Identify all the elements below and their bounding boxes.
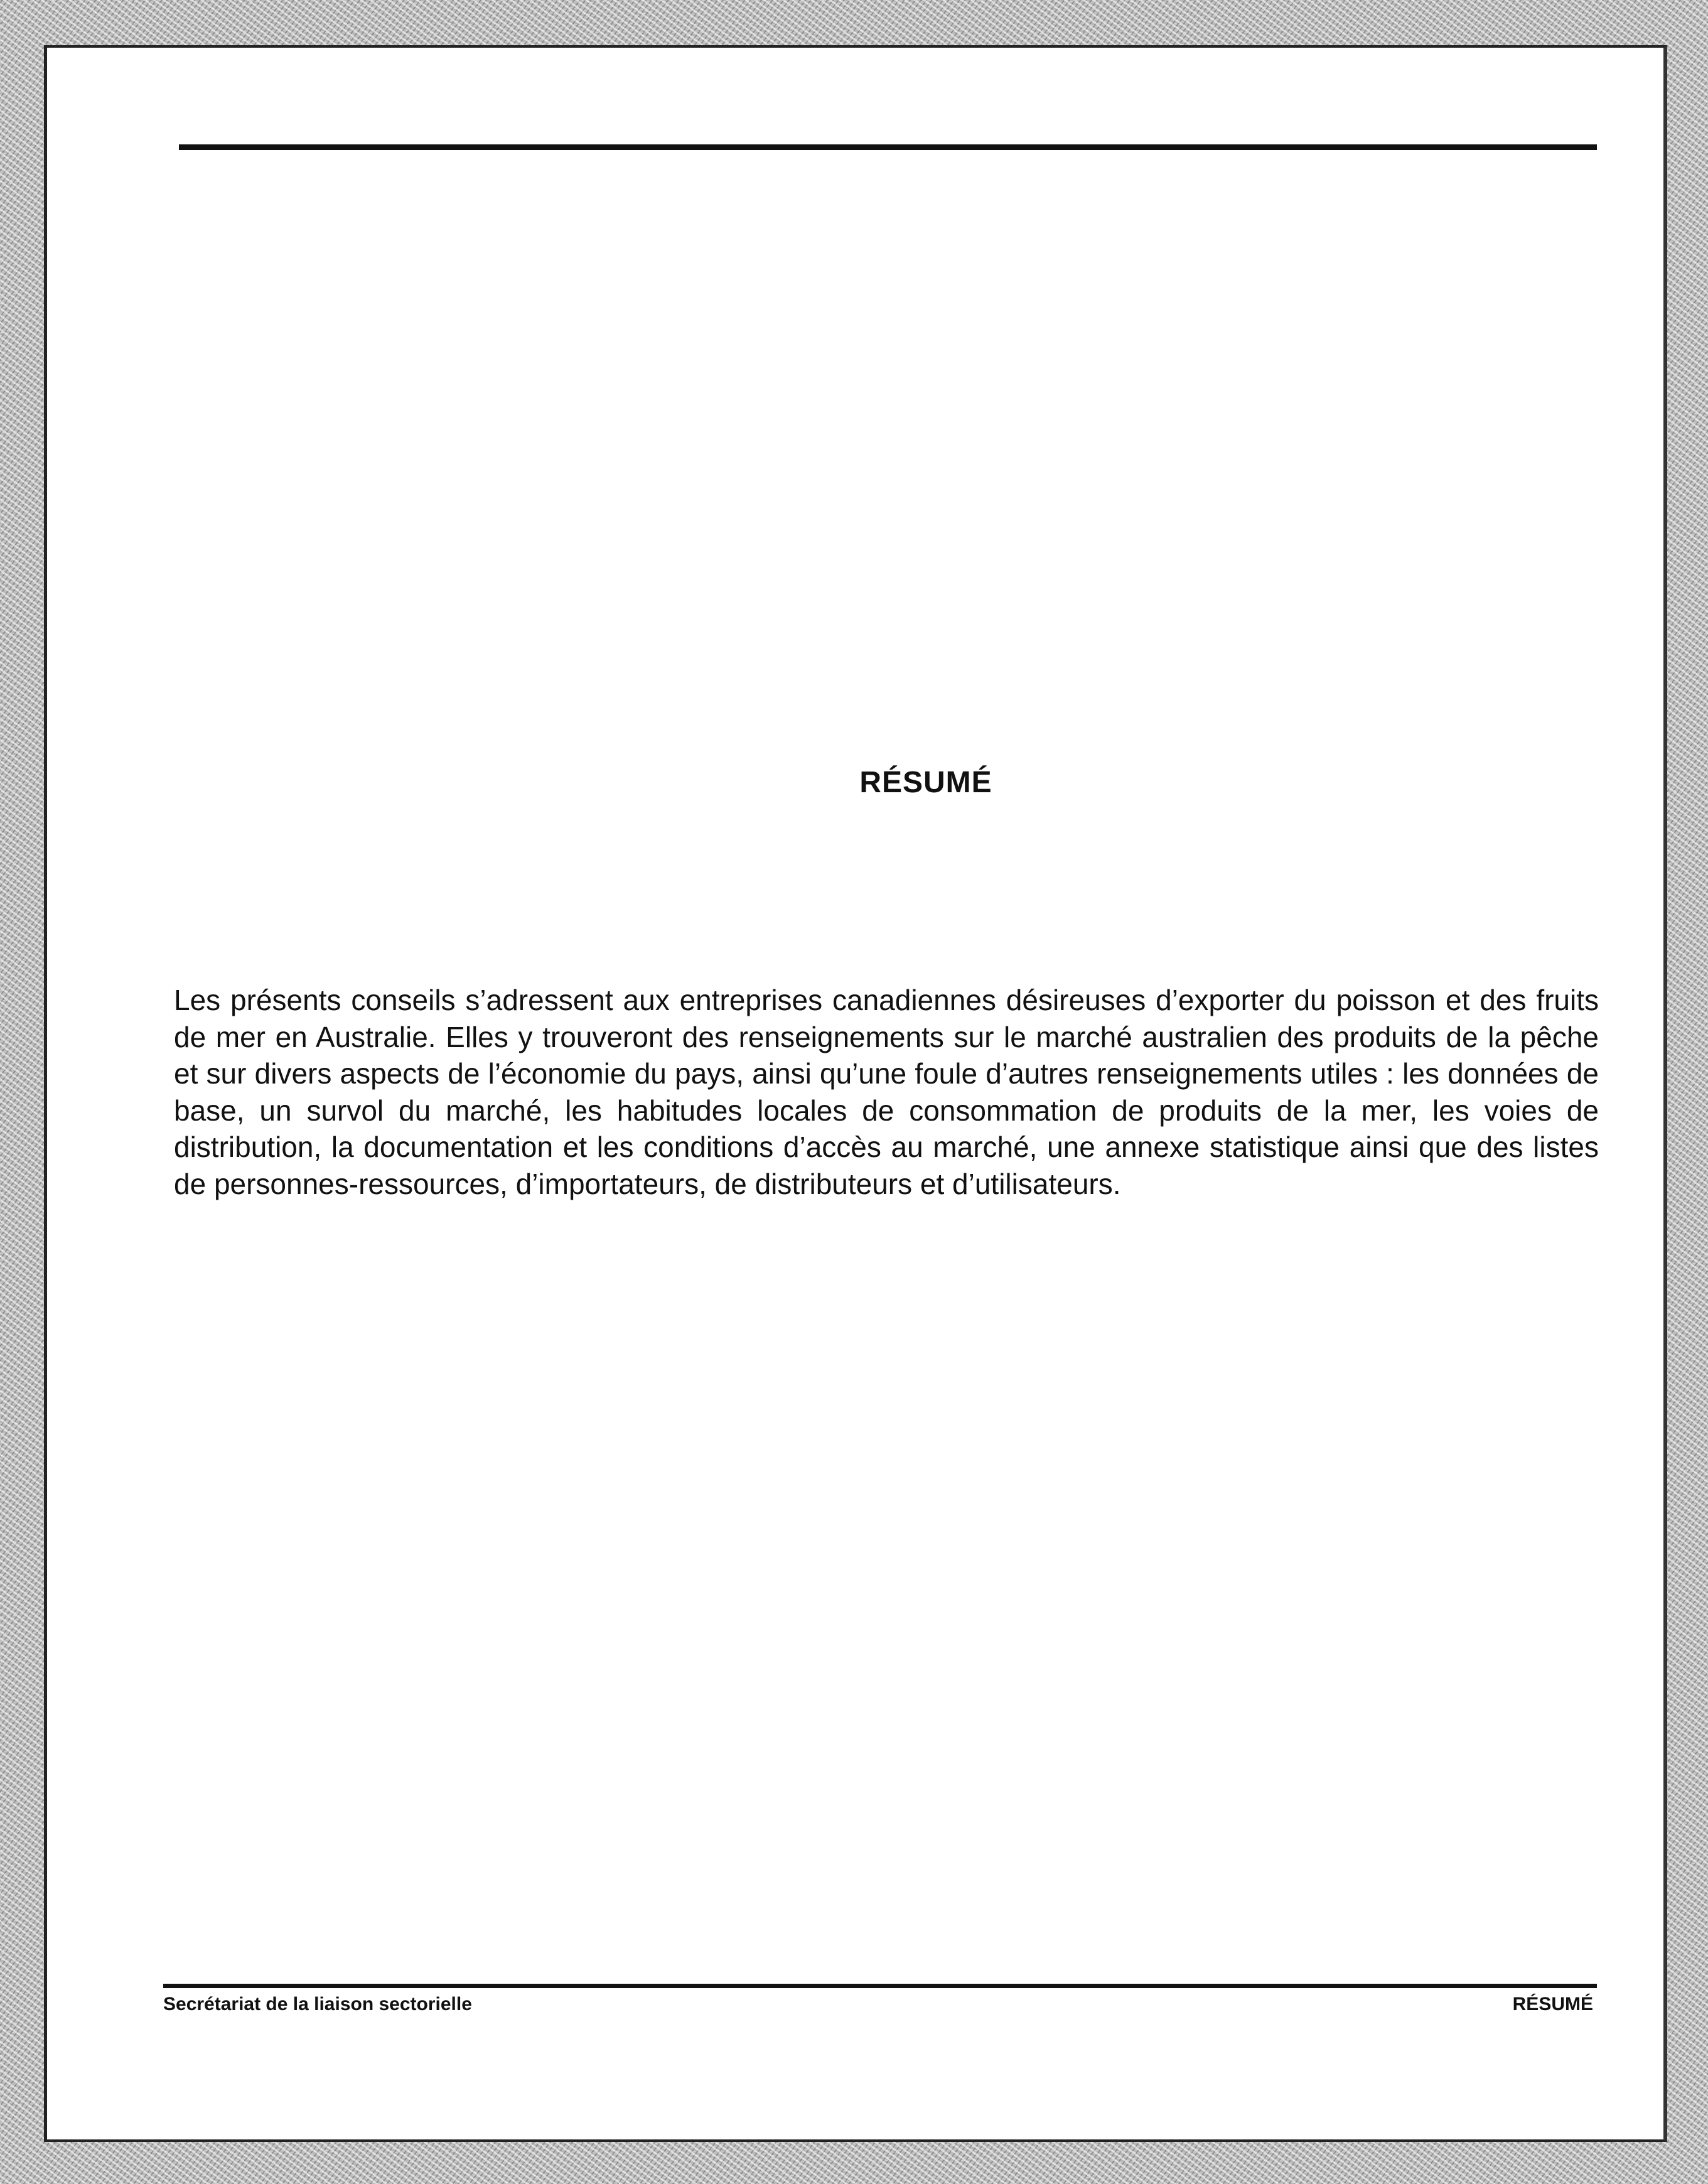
header-rule xyxy=(179,144,1597,150)
document-page xyxy=(44,45,1667,2142)
page-title: RÉSUMÉ xyxy=(859,766,992,799)
summary-paragraph: Les présents conseils s’adressent aux entreprises canadiennes désireuses d’exporter du poisson et des fruits de mer en Australie. Elles y trouveront des renseignements sur le marché australien des produits de la pêche et sur divers aspects de l’économie du pays, ainsi qu’une foule d’autres renseignements utiles : les données de base, un survol du marché, les habitudes locales de consommation de produits de la mer, les voies de distribution, la documentation et les conditions d’accès au marché, une annexe statistique ainsi que des listes de personnes-ressources, d’importateurs, de distributeurs et d’utilisateurs. xyxy=(174,984,1599,1200)
footer-rule xyxy=(163,1984,1597,1988)
footer-organization: Secrétariat de la liaison sectorielle xyxy=(163,1994,472,2015)
footer-section-label: RÉSUMÉ xyxy=(1512,1994,1593,2015)
